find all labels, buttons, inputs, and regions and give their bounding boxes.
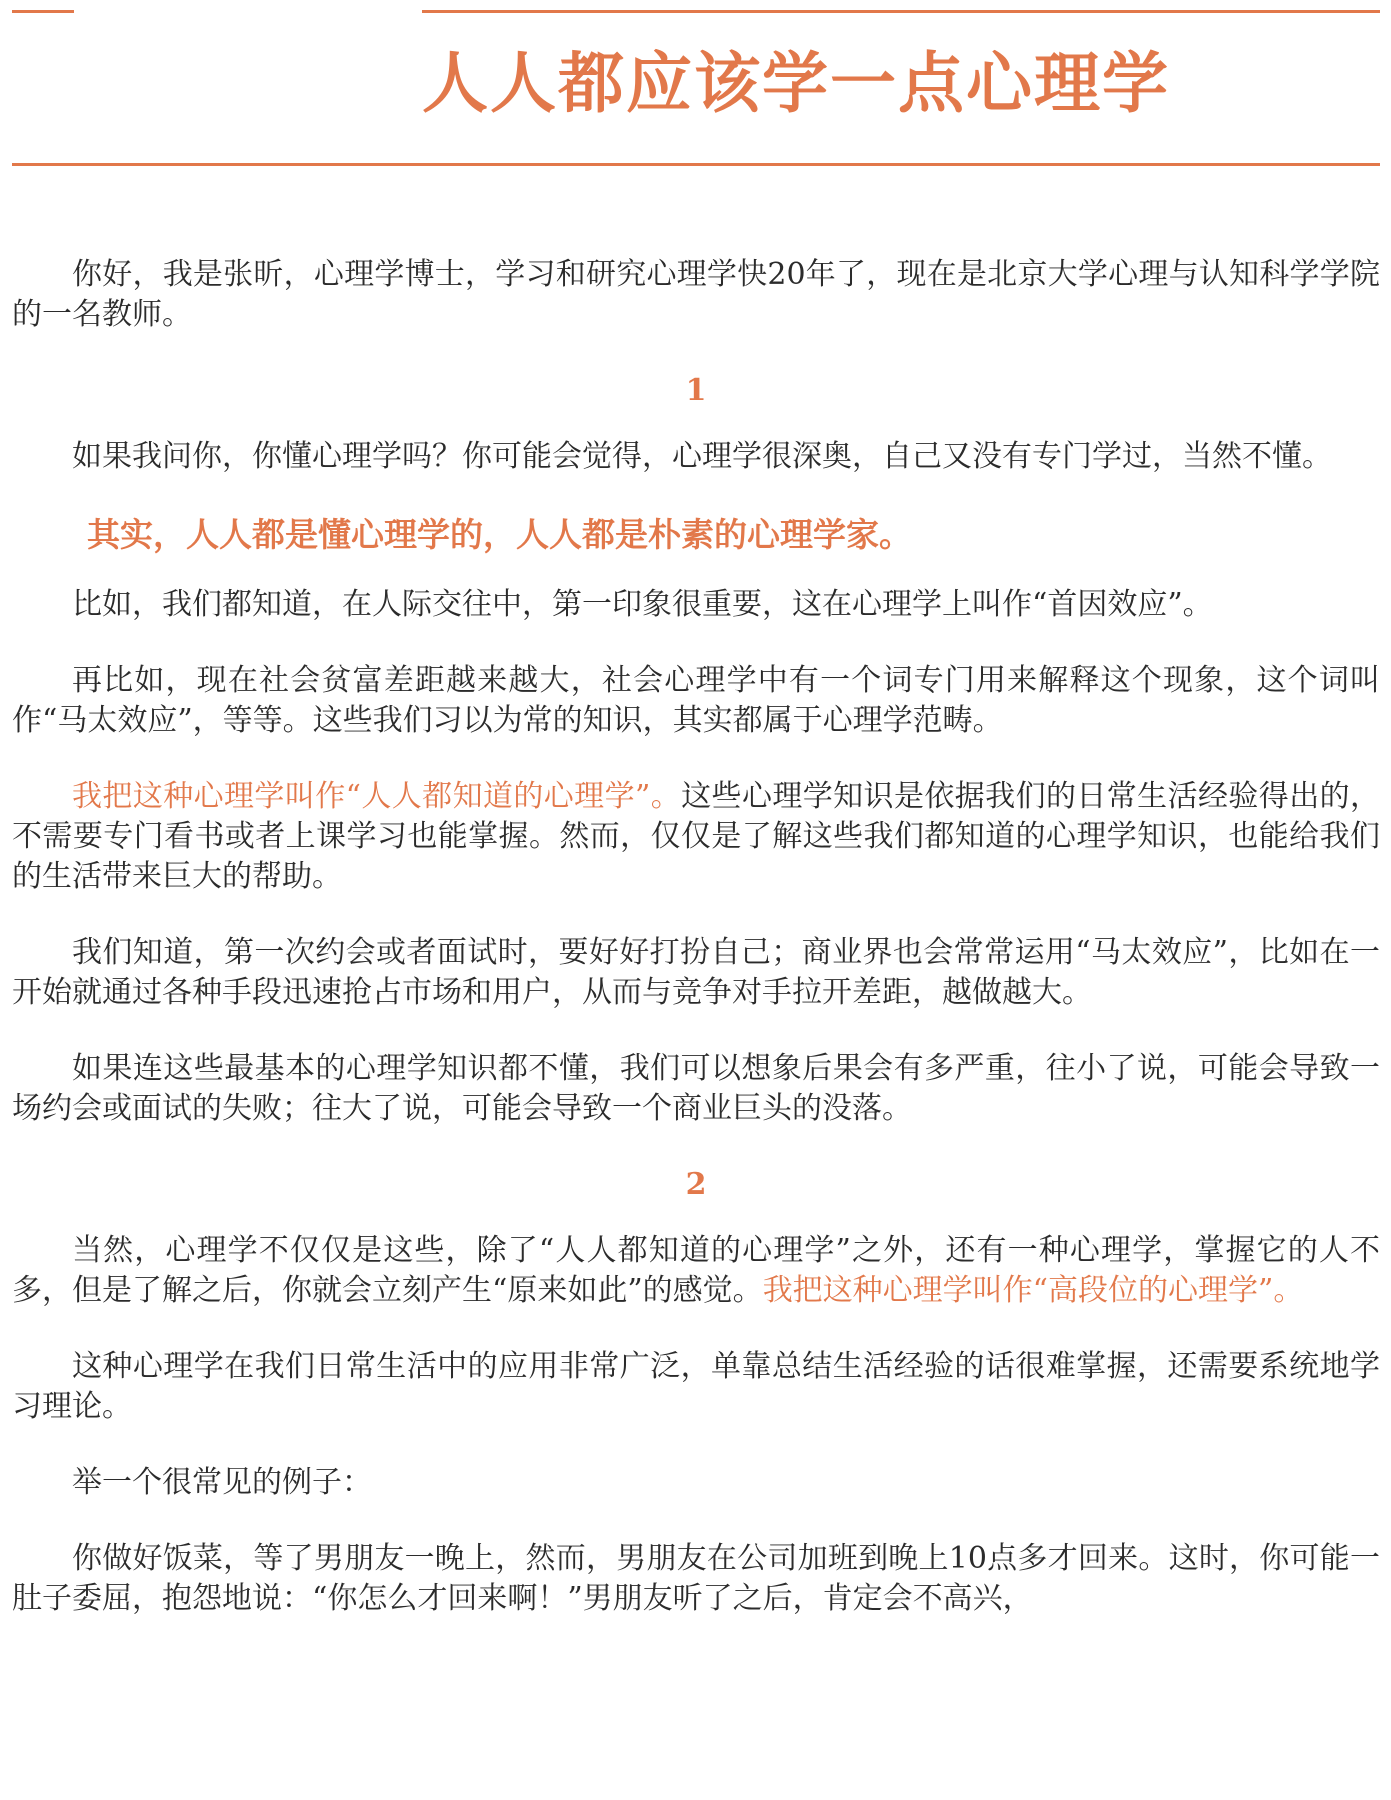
paragraph-text: 当然，心理学不仅仅是这些，除了“人人都知道的心理学”之外，还有一种心理学，掌握它的人不多，但是了解之后，你就会立刻产生“原来如此”的感觉。 [12,1233,1380,1308]
paragraph: 你做好饭菜，等了男朋友一晚上，然而，男朋友在公司加班到晚上10点多才回来。这时，你可能一肚子委屈，抱怨地说：“你怎么才回来啊！”男朋友听了之后，肯定会不高兴， [12,1541,1380,1616]
paragraph-text: 这些心理学知识是依据我们的日常生活经验得出的，不需要专门看书或者上课学习也能掌握。然而，仅仅是了解这些我们都知道的心理学知识，也能给我们的生活带来巨大的帮助。 [12,779,1380,894]
highlight-quote: 其实，人人都是懂心理学的，人人都是朴素的心理学家。 [87,515,912,554]
paragraph: 如果我问你，你懂心理学吗？你可能会觉得，心理学很深奥，自己又没有专门学过，当然不懂。 [72,439,1332,474]
paragraph: 再比如，现在社会贫富差距越来越大，社会心理学中有一个词专门用来解释这个现象，这个词叫作“马太效应”，等等。这些我们习以为常的知识，其实都属于心理学范畴。 [12,663,1380,738]
paragraph [12,1231,1380,1311]
accent-text: 我把这种心理学叫作“高段位的心理学”。 [762,1273,1304,1308]
page-title: 人人都应该学一点心理学 [422,45,1170,122]
paragraph [12,777,1380,897]
paragraph: 我们知道，第一次约会或者面试时，要好好打扮自己；商业界也会常常运用“马太效应”，比如在一开始就通过各种手段迅速抢占市场和用户，从而与竞争对手拉开差距，越做越大。 [12,935,1380,1010]
article-body [12,255,1380,1655]
section-number-2: 2 [685,1167,707,1202]
top-right-rule [422,10,1380,13]
title-bottom-rule [12,163,1380,166]
accent-text: 我把这种心理学叫作“人人都知道的心理学”。 [72,779,682,814]
paragraph: 比如，我们都知道，在人际交往中，第一印象很重要，这在心理学上叫作“首因效应”。 [72,587,1213,622]
paragraph: 如果连这些最基本的心理学知识都不懂，我们可以想象后果会有多严重，往小了说，可能会导致一场约会或面试的失败；往大了说，可能会导致一个商业巨头的没落。 [12,1051,1380,1126]
intro-paragraph: 你好，我是张昕，心理学博士，学习和研究心理学快20年了，现在是北京大学心理与认知科学学院的一名教师。 [12,257,1380,332]
paragraph: 举一个很常见的例子： [72,1465,372,1500]
section-number-1: 1 [685,373,707,408]
paragraph: 这种心理学在我们日常生活中的应用非常广泛，单靠总结生活经验的话很难掌握，还需要系统地学习理论。 [12,1349,1380,1424]
top-left-rule [12,10,74,13]
article-page [12,0,1380,1800]
